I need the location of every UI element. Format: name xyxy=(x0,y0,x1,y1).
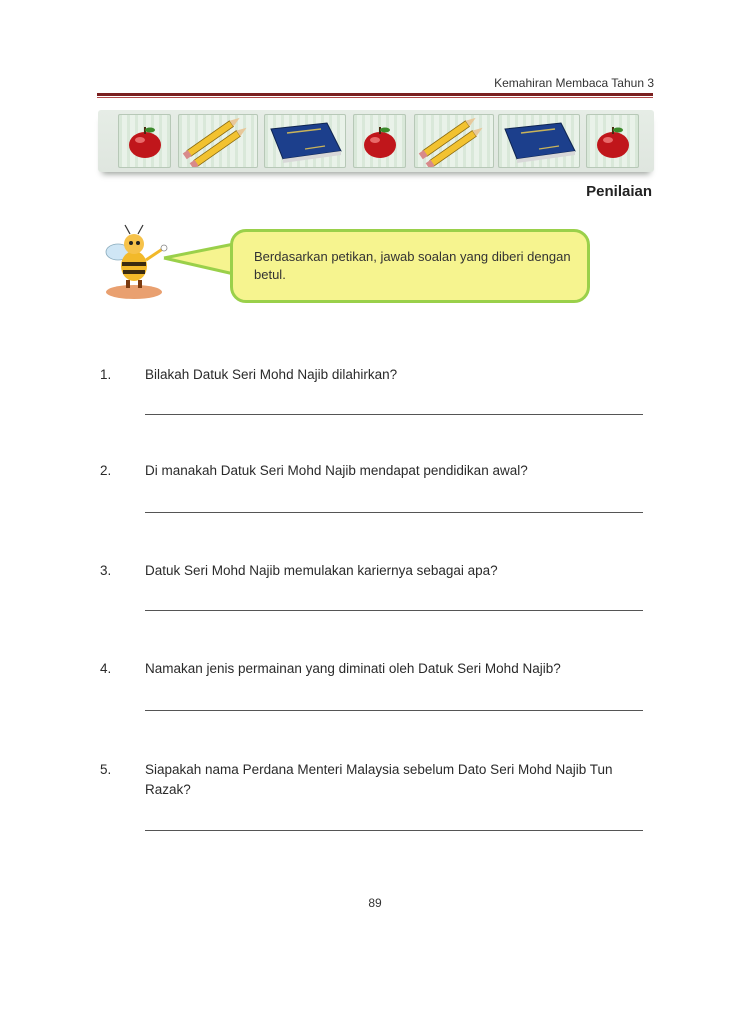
header-title: Kemahiran Membaca Tahun 3 xyxy=(494,76,654,90)
speech-bubble-tail xyxy=(160,240,236,280)
question-text: Namakan jenis permainan yang diminati oleh Datuk Seri Mohd Najib? xyxy=(145,661,561,676)
question-text: Di manakah Datuk Seri Mohd Najib mendapat pendidikan awal? xyxy=(145,463,528,478)
question-number: 3. xyxy=(100,563,112,578)
apple-icon xyxy=(354,115,405,167)
pencils-icon xyxy=(415,115,493,167)
answer-line[interactable] xyxy=(145,512,643,513)
answer-line[interactable] xyxy=(145,610,643,611)
apple-icon xyxy=(587,115,638,167)
header-rule xyxy=(97,93,653,96)
question-text: Datuk Seri Mohd Najib memulakan kariernya sebagai apa? xyxy=(145,563,498,578)
banner-tile xyxy=(264,114,346,168)
question-number: 5. xyxy=(100,762,112,777)
question-text: Bilakah Datuk Seri Mohd Najib dilahirkan? xyxy=(145,367,398,382)
question-number: 2. xyxy=(100,463,112,478)
banner-tile xyxy=(178,114,258,168)
question-text: Siapakah nama Perdana Menteri Malaysia sebelum Dato Seri Mohd Najib Tun Razak? xyxy=(145,762,613,797)
apple-icon xyxy=(119,115,170,167)
banner-tile xyxy=(353,114,406,168)
page-number: 89 xyxy=(368,896,382,910)
instruction-text: Berdasarkan petikan, jawab soalan yang diberi dengan betul. xyxy=(254,249,571,282)
banner-tile xyxy=(118,114,171,168)
header-rule-thin xyxy=(97,97,653,98)
pencils-icon xyxy=(179,115,257,167)
banner-tile xyxy=(414,114,494,168)
book-icon xyxy=(499,115,579,167)
banner-tile xyxy=(498,114,580,168)
question-number: 4. xyxy=(100,661,112,676)
answer-line[interactable] xyxy=(145,710,643,711)
banner-tile xyxy=(586,114,639,168)
section-title: Penilaian xyxy=(586,183,652,200)
decorative-banner xyxy=(98,110,654,172)
answer-line[interactable] xyxy=(145,830,643,831)
answer-line[interactable] xyxy=(145,414,643,415)
book-icon xyxy=(265,115,345,167)
question-number: 1. xyxy=(100,367,112,382)
